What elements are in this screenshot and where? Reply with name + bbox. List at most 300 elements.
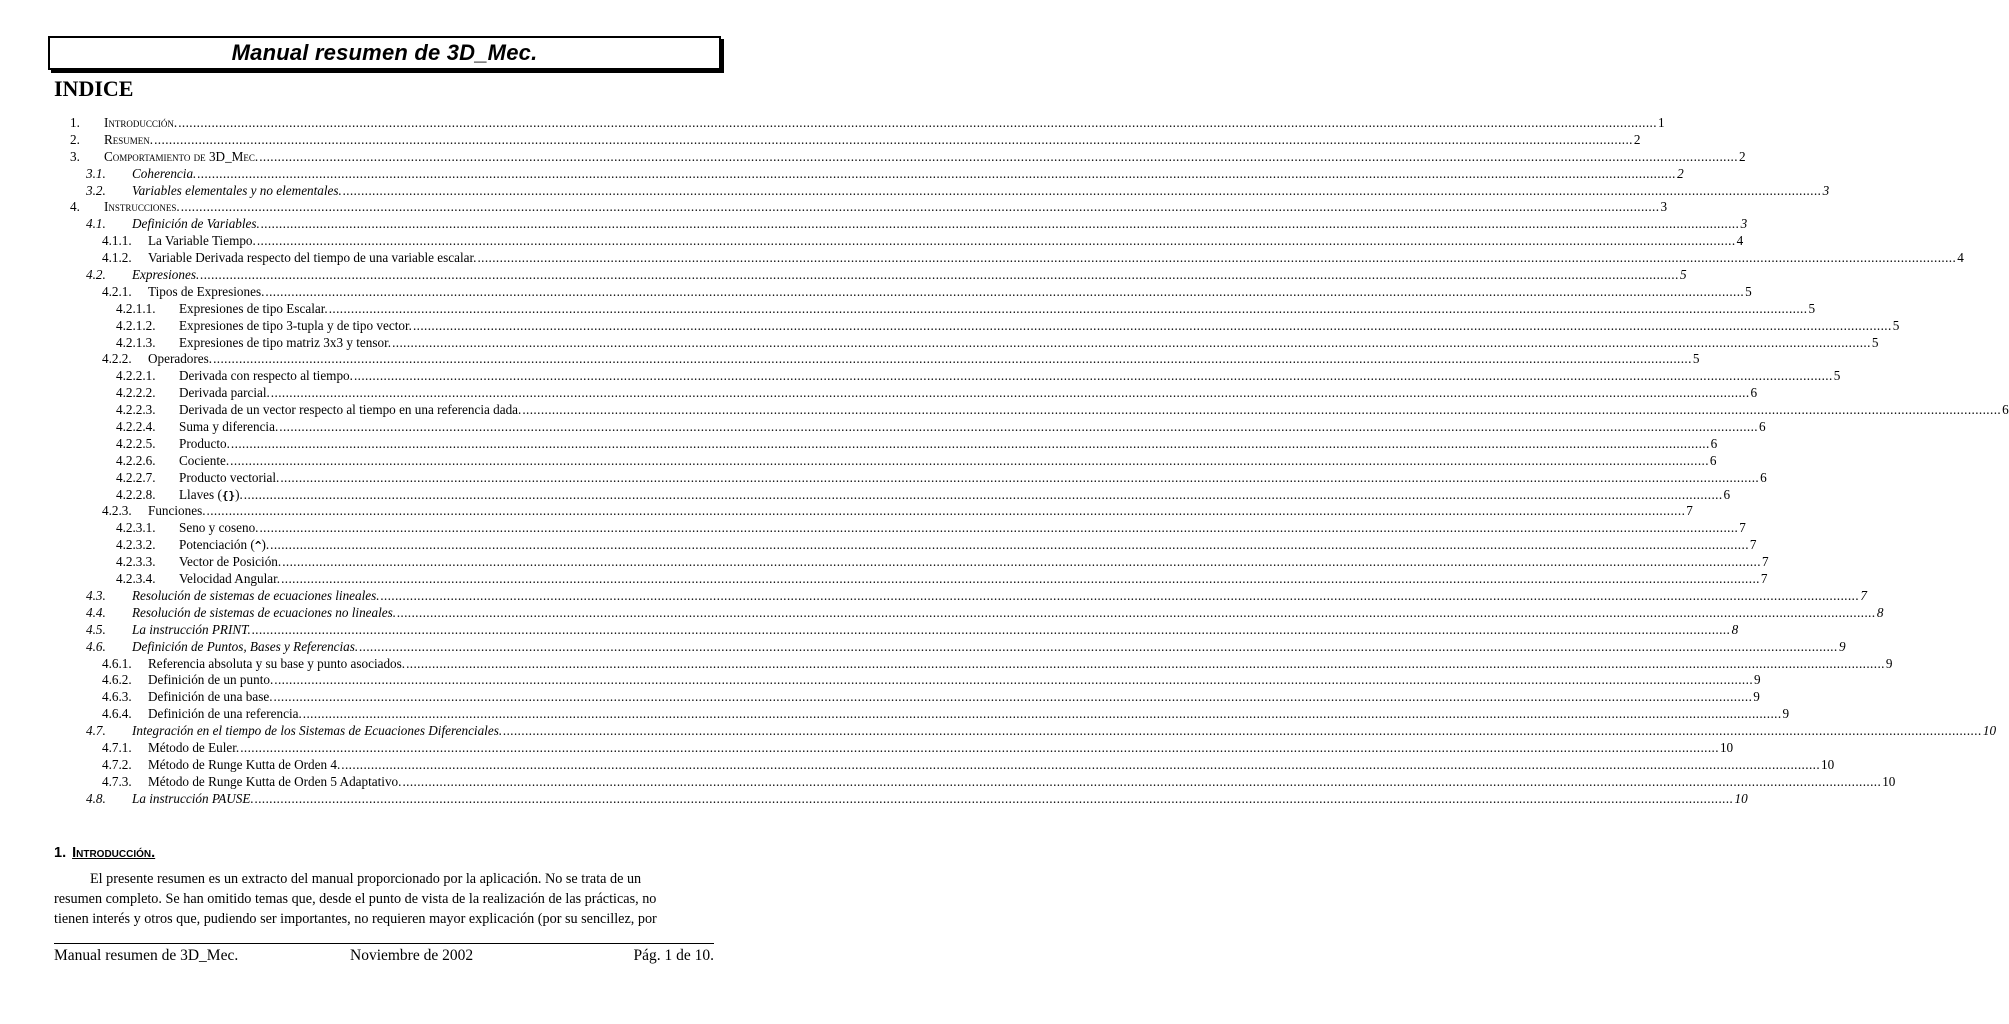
toc-entry[interactable]: [0, 233, 1744, 250]
toc-dot-leader: ................................................................................................................................................................................................................................................................................................................................................................................................................: [243, 486, 1723, 502]
toc-dot-leader: ................................................................................................................................................................................................................................................................................................................................................................................................................: [328, 300, 1808, 316]
toc-entry-title: [148, 774, 402, 791]
toc-entry-title-text: Producto vectorial.: [179, 469, 280, 485]
table-of-contents: [0, 115, 2009, 808]
toc-entry-number: 4.7.1.: [102, 739, 132, 755]
toc-entry-number: 4.2.1.: [102, 283, 132, 299]
toc-entry-title-text: Tipos de Expresiones.: [148, 283, 265, 299]
toc-entry-title-text: Derivada parcial.: [179, 385, 270, 401]
toc-entry-number: 4.7.2.: [102, 756, 132, 772]
toc-dot-leader: ................................................................................................................................................................................................................................................................................................................................................................................................................: [274, 672, 1754, 688]
toc-entry-page: 7: [1761, 554, 1769, 570]
toc-entry-page: 6: [1710, 435, 1718, 451]
toc-entry-line: [132, 790, 1748, 808]
toc-entry-number: 3.: [70, 148, 80, 164]
toc-entry-title-text: Variables elementales y no elementales.: [132, 182, 342, 198]
toc-entry[interactable]: [0, 300, 1816, 318]
toc-entry-page: 7: [1760, 571, 1768, 587]
toc-entry-number: 4.5.: [86, 621, 106, 637]
toc-entry-title: [179, 520, 259, 537]
toc-entry-line: [179, 419, 1766, 436]
toc-entry-number: 4.: [70, 199, 80, 215]
toc-dot-leader: ................................................................................................................................................................................................................................................................................................................................................................................................................: [251, 621, 1731, 637]
toc-dot-leader: ................................................................................................................................................................................................................................................................................................................................................................................................................: [477, 250, 1957, 266]
toc-entry-page: 7: [1686, 503, 1693, 519]
toc-entry-title-text: Expresiones.: [132, 267, 200, 283]
toc-entry[interactable]: [0, 554, 1769, 571]
document-title-box: [48, 36, 721, 70]
toc-entry-line: [148, 672, 1761, 689]
toc-dot-leader: ................................................................................................................................................................................................................................................................................................................................................................................................................: [154, 131, 1633, 147]
toc-dot-leader: ................................................................................................................................................................................................................................................................................................................................................................................................................: [240, 739, 1719, 755]
toc-entry-page: 3: [1660, 199, 1668, 215]
body-line: tienen interés y otros que, pudiendo ser importantes, no requieren mayor explicación (por su sencillez, por: [54, 911, 657, 927]
toc-entry[interactable]: [0, 469, 1767, 487]
toc-dot-leader: ................................................................................................................................................................................................................................................................................................................................................................................................................: [259, 148, 1738, 164]
toc-entry-title: [179, 487, 244, 505]
toc-entry-page: 8: [1731, 621, 1739, 637]
toc-entry-line: [104, 115, 1665, 132]
toc-entry-page: 5: [1871, 334, 1879, 350]
toc-entry-title: [179, 453, 230, 470]
toc-entry-line: [132, 621, 1739, 639]
toc-entry-title: [179, 470, 280, 487]
toc-entry-line: [179, 368, 1841, 385]
toc-entry-title: [104, 199, 181, 216]
toc-entry-title: [179, 419, 279, 436]
toc-entry-title: [132, 605, 397, 622]
toc-entry-title: [132, 267, 200, 284]
toc-entry-title: [148, 656, 406, 673]
toc-entry-number: 4.3.: [86, 587, 106, 603]
toc-entry-number: 4.2.1.3.: [116, 334, 156, 350]
toc-entry-number: 4.2.1.2.: [116, 317, 156, 333]
toc-dot-leader: ................................................................................................................................................................................................................................................................................................................................................................................................................: [197, 165, 1677, 181]
toc-entry-page: 10: [1982, 723, 1997, 739]
toc-entry-number: 4.1.: [86, 216, 106, 232]
toc-entry-page: 2: [1633, 131, 1641, 147]
toc-dot-leader: ................................................................................................................................................................................................................................................................................................................................................................................................................: [260, 216, 1740, 232]
toc-entry-title-text: Coherencia.: [132, 165, 197, 181]
toc-entry-page: 10: [1882, 773, 1896, 789]
toc-entry-page: 5: [1833, 368, 1841, 384]
toc-dot-leader: ................................................................................................................................................................................................................................................................................................................................................................................................................: [270, 537, 1749, 553]
toc-entry-title-text: Expresiones de tipo Escalar.: [179, 300, 328, 316]
toc-entry[interactable]: [0, 131, 1641, 149]
toc-entry-page: 5: [1680, 267, 1687, 283]
toc-entry-title: [179, 402, 522, 419]
toc-entry-title-text: La instrucción PRINT.: [132, 621, 251, 637]
toc-entry[interactable]: [0, 672, 1761, 689]
toc-entry[interactable]: [0, 756, 1835, 774]
toc-dot-leader: ................................................................................................................................................................................................................................................................................................................................................................................................................: [397, 604, 1876, 620]
toc-entry-code-symbol: ^: [254, 539, 262, 553]
toc-entry-page: 6: [1750, 385, 1758, 401]
section-number: 1.: [54, 845, 67, 861]
toc-entry[interactable]: [0, 334, 1879, 352]
toc-dot-leader: ................................................................................................................................................................................................................................................................................................................................................................................................................: [359, 638, 1838, 654]
toc-entry-page: 3: [1740, 216, 1748, 232]
toc-entry[interactable]: [0, 604, 1884, 622]
toc-entry-title: [132, 639, 359, 656]
toc-entry[interactable]: [0, 739, 1734, 757]
toc-entry-line: [148, 773, 1896, 791]
toc-entry-title-text: Llaves (: [179, 486, 222, 502]
toc-entry[interactable]: [0, 368, 1841, 385]
toc-entry-page: 3: [1822, 182, 1830, 198]
toc-entry-title: [148, 284, 265, 301]
toc-entry-number: 4.1.1.: [102, 233, 132, 249]
toc-entry-page: 5: [1892, 317, 1900, 333]
toc-entry-title-text: Expresiones de tipo matriz 3x3 y tensor.: [179, 334, 392, 350]
toc-entry-line: [148, 739, 1734, 757]
toc-entry-title-text: Definición de una referencia.: [148, 706, 302, 722]
toc-entry-number: 4.2.2.5.: [116, 435, 156, 451]
toc-entry-line: [179, 537, 1757, 555]
toc-entry-line: [148, 756, 1835, 774]
toc-entry-line: [132, 216, 1748, 233]
toc-entry-line: [104, 199, 1668, 216]
toc-entry-title: [148, 689, 274, 706]
toc-entry-title-end: ).: [261, 537, 270, 553]
toc-entry-title-end: ).: [235, 486, 243, 502]
toc-entry-line: [179, 317, 1900, 335]
toc-entry[interactable]: [0, 655, 1893, 673]
toc-dot-leader: ................................................................................................................................................................................................................................................................................................................................................................................................................: [402, 773, 1882, 789]
toc-entry-line: [148, 351, 1700, 368]
toc-entry-title-text: Definición de Puntos, Bases y Referencias.: [132, 638, 359, 654]
toc-entry-title-text: Integración en el tiempo de los Sistemas de Ecuaciones Diferenciales.: [132, 723, 503, 739]
toc-entry[interactable]: [0, 385, 1758, 402]
toc-entry[interactable]: [0, 317, 1900, 335]
toc-entry-line: [179, 486, 1731, 505]
toc-entry-title: [132, 183, 343, 200]
toc-entry-page: 7: [1739, 520, 1746, 536]
toc-entry-page: 6: [1723, 486, 1731, 502]
toc-entry-number: 4.2.2.8.: [116, 486, 156, 502]
toc-entry-page: 6: [1759, 419, 1766, 435]
toc-entry-title: [132, 588, 381, 605]
toc-entry-title-text: Referencia absoluta y su base y punto asociados.: [148, 655, 406, 671]
toc-entry-line: [148, 250, 1964, 267]
toc-entry-line: [179, 334, 1879, 352]
toc-entry[interactable]: [0, 571, 1768, 588]
toc-dot-leader: ................................................................................................................................................................................................................................................................................................................................................................................................................: [412, 317, 1892, 333]
toc-dot-leader: ................................................................................................................................................................................................................................................................................................................................................................................................................: [281, 571, 1760, 587]
toc-entry-title-text: Derivada de un vector respecto al tiempo en una referencia dada.: [179, 402, 522, 418]
toc-entry-page: 4: [1957, 250, 1964, 266]
toc-dot-leader: ................................................................................................................................................................................................................................................................................................................................................................................................................: [341, 756, 1821, 772]
toc-entry-line: [148, 233, 1744, 250]
section-title: Introducción.: [72, 845, 156, 861]
toc-dot-leader: ................................................................................................................................................................................................................................................................................................................................................................................................................: [503, 723, 1982, 739]
toc-entry-number: 4.2.: [86, 267, 106, 283]
toc-entry-page: 7: [1749, 537, 1757, 553]
toc-entry-title: [104, 149, 259, 166]
toc-entry[interactable]: [0, 486, 1731, 504]
toc-entry-page: 9: [1754, 672, 1761, 688]
toc-entry-title-text: La instrucción PAUSE.: [132, 790, 254, 806]
toc-entry-number: 4.2.3.4.: [116, 571, 156, 587]
toc-entry-line: [179, 452, 1717, 470]
toc-dot-leader: ................................................................................................................................................................................................................................................................................................................................................................................................................: [230, 435, 1710, 451]
toc-entry-line: [148, 689, 1760, 706]
toc-entry-title: [104, 115, 178, 132]
section-heading: [54, 845, 155, 861]
toc-entry-number: 4.6.2.: [102, 672, 132, 688]
toc-entry-title-text: Introducción.: [104, 115, 178, 130]
toc-entry[interactable]: [0, 537, 1757, 554]
toc-entry-title-text: La Variable Tiempo.: [148, 233, 256, 249]
toc-entry-number: 4.2.2.1.: [116, 368, 156, 384]
toc-entry-line: [179, 554, 1769, 571]
toc-entry-page: 1: [1657, 115, 1665, 130]
toc-entry-line: [179, 469, 1767, 487]
toc-entry-number: 4.6.1.: [102, 655, 132, 671]
toc-entry-number: 4.6.4.: [102, 706, 132, 722]
toc-entry-line: [132, 182, 1830, 200]
toc-entry-page: 9: [1782, 706, 1790, 722]
toc-entry-title-text: Expresiones de tipo 3-tupla y de tipo vector.: [179, 317, 412, 333]
toc-entry-number: 4.6.3.: [102, 689, 132, 705]
toc-entry-title: [132, 216, 261, 233]
toc-entry-title: [179, 335, 392, 352]
toc-entry-line: [104, 148, 1746, 166]
toc-entry-number: 4.2.3.2.: [116, 537, 156, 553]
toc-entry-number: 4.7.: [86, 723, 106, 739]
toc-entry-line: [132, 587, 1867, 605]
toc-entry[interactable]: [0, 148, 1746, 166]
toc-dot-leader: ................................................................................................................................................................................................................................................................................................................................................................................................................: [200, 267, 1680, 283]
toc-entry-page: 10: [1821, 756, 1835, 772]
toc-entry-page: 8: [1876, 604, 1884, 620]
toc-entry-title-text: Potenciación (: [179, 537, 255, 553]
toc-entry-line: [148, 503, 1693, 520]
toc-entry-title-text: Comportamiento de 3D_Mec.: [104, 148, 259, 164]
toc-entry-line: [132, 723, 1997, 740]
toc-entry[interactable]: [0, 419, 1766, 436]
toc-entry-line: [132, 638, 1846, 656]
body-line: resumen completo. Se han omitido temas que, desde el punto de vista de la realización de las prácticas, no: [54, 891, 657, 907]
toc-entry-line: [148, 706, 1790, 723]
toc-entry[interactable]: [0, 638, 1846, 656]
toc-entry[interactable]: [0, 773, 1896, 791]
index-heading: INDICE: [54, 76, 134, 101]
toc-entry-title-text: Instrucciones.: [104, 199, 180, 215]
toc-dot-leader: ................................................................................................................................................................................................................................................................................................................................................................................................................: [270, 385, 1750, 401]
toc-entry-number: 4.8.: [86, 790, 106, 806]
toc-entry[interactable]: [0, 267, 1687, 284]
toc-entry-number: 4.1.2.: [102, 250, 132, 266]
toc-entry[interactable]: [0, 402, 2009, 419]
toc-entry-line: [179, 520, 1746, 537]
footer-divider: [54, 943, 714, 944]
toc-entry-title: [179, 301, 329, 318]
toc-entry[interactable]: [0, 503, 1693, 520]
toc-entry-title: [148, 740, 240, 757]
toc-entry-number: 4.2.2.7.: [116, 469, 156, 485]
footer-document-name: Manual resumen de 3D_Mec.: [54, 947, 239, 964]
toc-entry-title: [179, 436, 231, 453]
toc-dot-leader: ................................................................................................................................................................................................................................................................................................................................................................................................................: [392, 334, 1871, 350]
body-line: El presente resumen es un extracto del manual proporcionado por la aplicación. No se trata de un: [90, 871, 642, 887]
toc-entry-page: 9: [1885, 655, 1893, 671]
toc-entry-number: 4.2.2.2.: [116, 385, 156, 401]
toc-entry-line: [132, 267, 1687, 284]
toc-entry[interactable]: [0, 452, 1717, 470]
toc-entry[interactable]: [0, 216, 1748, 233]
toc-entry[interactable]: [0, 723, 1997, 740]
toc-dot-leader: ................................................................................................................................................................................................................................................................................................................................................................................................................: [353, 368, 1833, 384]
toc-entry-title-text: Resolución de sistemas de ecuaciones no lineales.: [132, 604, 397, 620]
toc-entry[interactable]: [0, 115, 1665, 132]
toc-entry-title-text: Resolución de sistemas de ecuaciones lineales.: [132, 587, 380, 603]
toc-entry-line: [132, 604, 1884, 622]
toc-entry-number: 4.7.3.: [102, 773, 132, 789]
toc-entry[interactable]: [0, 790, 1748, 808]
toc-entry-title: [104, 132, 154, 149]
toc-dot-leader: ................................................................................................................................................................................................................................................................................................................................................................................................................: [206, 503, 1686, 519]
toc-entry-line: [179, 571, 1768, 588]
toc-entry-number: 4.2.3.3.: [116, 554, 156, 570]
toc-entry-line: [179, 435, 1718, 453]
toc-entry-number: 4.2.2.: [102, 351, 132, 367]
page-footer: [54, 947, 714, 967]
toc-dot-leader: ................................................................................................................................................................................................................................................................................................................................................................................................................: [254, 790, 1734, 806]
document-title: Manual resumen de 3D_Mec.: [231, 40, 538, 65]
toc-entry-title-text: Método de Euler.: [148, 739, 240, 755]
toc-entry-title: [179, 318, 413, 335]
toc-dot-leader: ................................................................................................................................................................................................................................................................................................................................................................................................................: [522, 402, 2002, 418]
toc-entry-title: [179, 571, 281, 588]
toc-entry-number: 4.2.1.1.: [116, 300, 156, 316]
toc-entry-title: [148, 706, 303, 723]
toc-entry-title-text: Operadores.: [148, 351, 213, 367]
body-paragraph: [54, 869, 714, 929]
toc-entry-title: [148, 233, 257, 250]
toc-entry[interactable]: [0, 351, 1700, 368]
toc-entry-page: 5: [1745, 283, 1752, 299]
toc-entry-page: 9: [1753, 689, 1760, 705]
toc-entry-number: 4.2.3.: [102, 503, 132, 519]
toc-entry-title: [132, 723, 503, 740]
toc-dot-leader: ................................................................................................................................................................................................................................................................................................................................................................................................................: [213, 351, 1692, 367]
toc-dot-leader: ................................................................................................................................................................................................................................................................................................................................................................................................................: [273, 689, 1753, 705]
toc-entry-line: [148, 655, 1893, 673]
toc-entry-title-text: Resumen.: [104, 131, 154, 147]
toc-entry-line: [104, 131, 1641, 149]
toc-entry-title-text: Definición de Variables.: [132, 216, 260, 232]
toc-entry-page: 10: [1719, 739, 1734, 755]
footer-page-number: Pág. 1 de 10.: [633, 947, 714, 964]
toc-entry-number: 3.1.: [86, 165, 106, 181]
toc-entry-line: [179, 300, 1816, 318]
toc-entry-title-text: Producto.: [179, 435, 230, 451]
toc-dot-leader: ................................................................................................................................................................................................................................................................................................................................................................................................................: [265, 283, 1745, 299]
toc-entry-number: 3.2.: [86, 182, 106, 198]
toc-dot-leader: ................................................................................................................................................................................................................................................................................................................................................................................................................: [178, 115, 1657, 130]
toc-entry-line: [132, 165, 1684, 183]
toc-entry[interactable]: [0, 165, 1684, 183]
toc-dot-leader: ................................................................................................................................................................................................................................................................................................................................................................................................................: [302, 706, 1782, 722]
toc-entry-title: [148, 757, 341, 774]
toc-entry-title-text: Método de Runge Kutta de Orden 4.: [148, 756, 341, 772]
toc-entry[interactable]: [0, 435, 1718, 453]
toc-entry[interactable]: [0, 250, 1964, 267]
toc-entry-title-text: Vector de Posición.: [179, 554, 282, 570]
toc-entry-page: 5: [1808, 300, 1816, 316]
toc-entry-title: [132, 166, 197, 183]
toc-entry-page: 5: [1692, 351, 1700, 367]
toc-entry-title: [132, 622, 252, 639]
toc-entry-line: [179, 402, 2009, 419]
toc-entry-page: 6: [2002, 402, 2009, 418]
toc-dot-leader: ................................................................................................................................................................................................................................................................................................................................................................................................................: [380, 587, 1860, 603]
toc-entry[interactable]: [0, 199, 1668, 216]
toc-entry[interactable]: [0, 621, 1739, 639]
toc-entry-page: 2: [1677, 165, 1684, 181]
toc-entry-number: 1.: [70, 115, 80, 130]
toc-entry-number: 4.2.2.6.: [116, 452, 156, 468]
toc-entry-title-text: Cociente.: [179, 452, 230, 468]
toc-entry[interactable]: [0, 520, 1746, 537]
toc-entry-title-text: Velocidad Angular.: [179, 571, 281, 587]
toc-dot-leader: ................................................................................................................................................................................................................................................................................................................................................................................................................: [279, 419, 1758, 435]
toc-dot-leader: ................................................................................................................................................................................................................................................................................................................................................................................................................: [230, 452, 1709, 468]
toc-entry[interactable]: [0, 587, 1867, 605]
toc-entry[interactable]: [0, 283, 1752, 301]
toc-entry-title-text: Definición de un punto.: [148, 672, 274, 688]
toc-dot-leader: ................................................................................................................................................................................................................................................................................................................................................................................................................: [406, 655, 1885, 671]
toc-entry-title: [179, 554, 282, 571]
toc-entry-page: 6: [1709, 452, 1717, 468]
toc-entry-number: 2.: [70, 131, 80, 147]
toc-entry-title-text: Seno y coseno.: [179, 520, 259, 536]
toc-entry-code-symbol: {}: [221, 488, 236, 502]
toc-entry-title: [148, 250, 477, 267]
toc-entry-title-text: Suma y diferencia.: [179, 419, 279, 435]
toc-entry-title: [179, 368, 354, 385]
toc-entry-title: [179, 537, 270, 555]
toc-entry-title-text: Funciones.: [148, 503, 206, 519]
toc-dot-leader: ................................................................................................................................................................................................................................................................................................................................................................................................................: [256, 233, 1736, 249]
toc-entry-title: [148, 351, 213, 368]
toc-entry-number: 4.2.2.3.: [116, 402, 156, 418]
toc-entry-title-text: Derivada con respecto al tiempo.: [179, 368, 353, 384]
toc-entry-page: 9: [1838, 638, 1846, 654]
toc-entry-number: 4.2.2.4.: [116, 419, 156, 435]
toc-dot-leader: ................................................................................................................................................................................................................................................................................................................................................................................................................: [282, 554, 1761, 570]
toc-entry-title-text: Variable Derivada respecto del tiempo de una variable escalar.: [148, 250, 477, 266]
toc-entry[interactable]: [0, 182, 1830, 200]
toc-entry-line: [148, 283, 1752, 301]
toc-dot-leader: ................................................................................................................................................................................................................................................................................................................................................................................................................: [280, 469, 1760, 485]
toc-dot-leader: ................................................................................................................................................................................................................................................................................................................................................................................................................: [342, 182, 1822, 198]
toc-dot-leader: ................................................................................................................................................................................................................................................................................................................................................................................................................: [259, 520, 1739, 536]
toc-entry[interactable]: [0, 689, 1760, 706]
toc-entry-page: 10: [1734, 790, 1748, 806]
toc-entry-title: [179, 385, 271, 402]
toc-entry-number: 4.2.3.1.: [116, 520, 156, 536]
toc-entry[interactable]: [0, 706, 1790, 723]
toc-entry-page: 2: [1738, 148, 1746, 164]
toc-entry-title-text: Método de Runge Kutta de Orden 5 Adaptativo.: [148, 773, 402, 789]
toc-entry-title: [148, 503, 207, 520]
footer-date: Noviembre de 2002: [350, 947, 474, 964]
toc-entry-page: 6: [1760, 469, 1767, 485]
toc-dot-leader: ................................................................................................................................................................................................................................................................................................................................................................................................................: [180, 199, 1660, 215]
toc-entry-title: [148, 672, 274, 689]
